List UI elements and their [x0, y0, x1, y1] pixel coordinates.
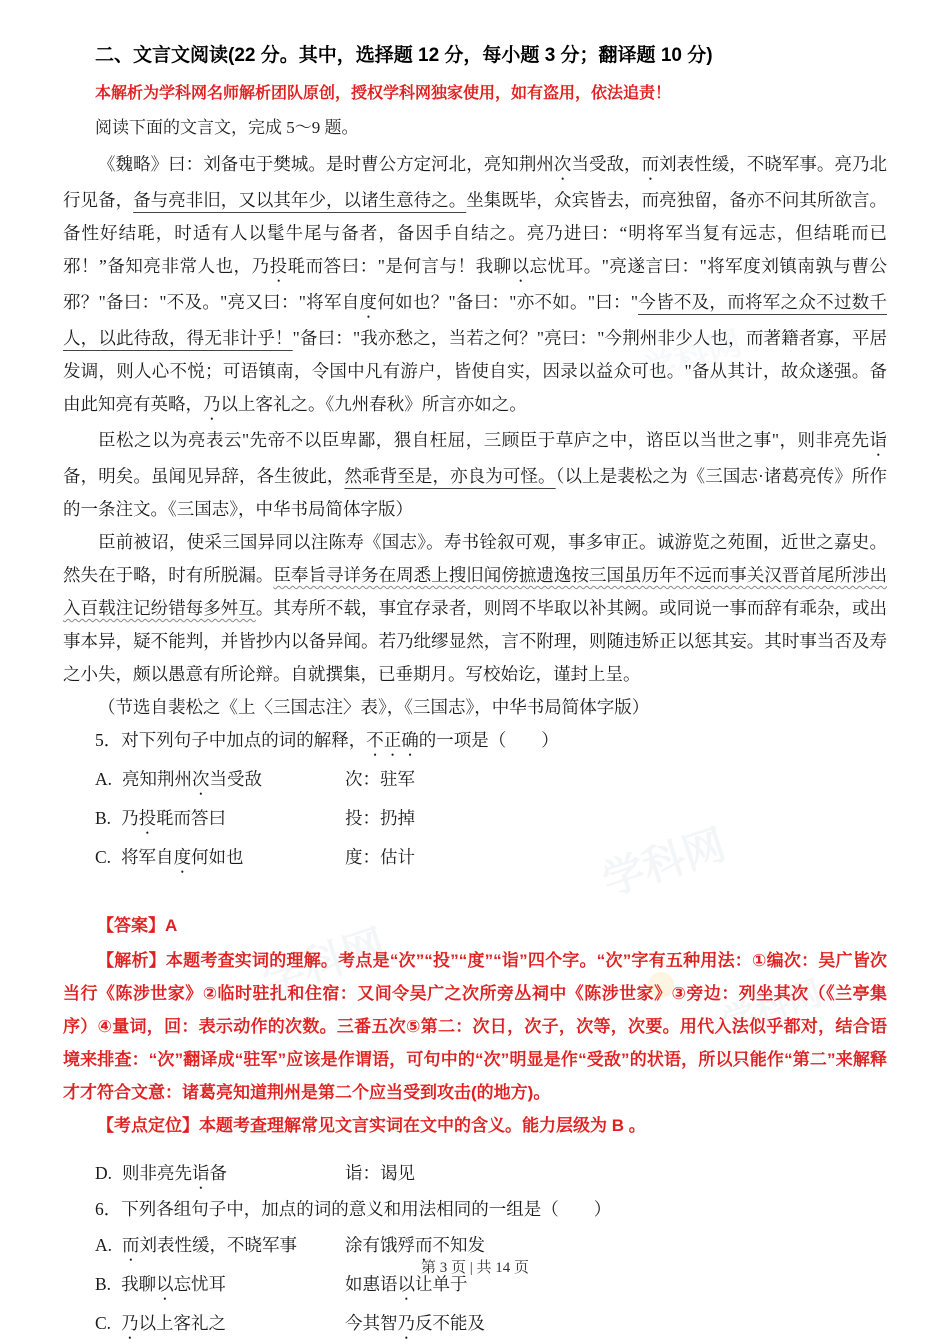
option-6c-left [95, 1306, 345, 1343]
option-5d [63, 1156, 887, 1193]
option-5a [63, 762, 887, 799]
copyright-disclaimer: 本解析为学科网名师解析团队原创，授权学科网独家使用，如有盗用，依法追责！ [95, 85, 672, 102]
option-6a-phrase-right: 涂有饿殍而不知发 [345, 1235, 485, 1255]
question-5-stem: 5．对下列句子中加点的词的解释，不正确的一项是（ ） [95, 730, 559, 750]
option-5b-left [95, 801, 345, 838]
option-6b-phrase-right: 如惠语以让单于 [345, 1274, 468, 1294]
option-6c-label: C. [95, 1313, 112, 1333]
option-5b-gloss: 投：扔掉 [345, 808, 415, 828]
option-6c [63, 1306, 887, 1343]
option-6b-phrase-left: 我聊以忘忧耳 [121, 1274, 227, 1294]
option-6a-phrase-left: 而刘表性缓，不晓军事 [122, 1235, 298, 1255]
option-5d-left [95, 1156, 345, 1193]
passage-paragraph-weilue: 《魏略》曰：刘备屯于樊城。是时曹公方定河北，亮知荆州次当受敌，而刘表性缓，不晓军事。亮乃北行见备，备与亮非旧，又以其年少，以诸生意待之。坐集既毕，众宾皆去，而亮独留，备亦不问其所欲言。备性好结毦，时适有人以髦牛尾与备者，备因手自结之。亮乃进曰：“明将军当复有远志，但结毦而已邪！”备知亮非常人也，乃投毦而答曰："是何言与！我聊以忘忧耳。"亮遂言曰："将军度刘镇南孰与曹公邪？"备曰："不及。"亮又曰："将军自度何如也？"备曰："亦不如。"曰："今皆不及，而将军之众不过数千人，以此待敌，得无非计乎！"备曰："我亦愁之，当若之何？"亮曰："今荆州非少人也，而著籍者寡，平居发调，则人心不悦；可语镇南，令国中凡有游户，皆使自实，因录以益众可也。"备从其计，故众遂强。备由此知亮有英略，乃以上客礼之。《九州春秋》所言亦如之。 [63, 154, 888, 414]
exam-point-line: 【考点定位】本题考查理解常见文言实词在文中的含义。能力层级为 B 。 [97, 1116, 646, 1135]
option-5d-label: D. [95, 1163, 113, 1183]
watermark-text: 学科网 [596, 820, 731, 905]
option-5a-left [95, 762, 345, 799]
answer-block [63, 909, 887, 1142]
option-6a-label: A. [95, 1235, 113, 1255]
analysis-text: 【解析】本题考查实词的理解。考点是“次”“投”“度”“诣”四个字。“次”字有五种用法：①编次：吴广皆次当行《陈涉世家》②临时驻扎和住宿：又间令吴广之次所旁丛祠中《陈涉世家》③旁边：列坐其次（《兰亭集序）④量词，回：表示动作的次数。三番五次⑤第二：次日，次子，次等，次要。用代入法似乎都对，结合语境来排查：“次”翻译成“驻军”应该是作谓语，可句中的“次”明显是作“受敌”的状语，所以只能作“第二”来解释才才符合文意：诸葛亮知道荆州是第二个应当受到攻击(的地方)。 [63, 951, 887, 1102]
watermark-text: 学科网 [256, 920, 391, 1005]
passage-paragraph-memorial: 臣前被诏，使采三国异同以注陈寿《国志》。寿书铨叙可观，事多审正。诚游览之苑囿，近世之嘉史。然失在于略，时有所脱漏。臣奉旨寻详务在周悉上搜旧闻傍摭遗逸按三国虽历年不远而事关汉晋首尾所涉出入百载注记纷错每多舛互。其寿所不载，事宜存录者，则罔不毕取以补其阙。或同说一事而辞有乖杂，或出事本异，疑不能判，并皆抄内以备异闻。若乃纰缪显然，言不附理，则随违矫正以惩其妄。其时事当否及寿之小失，颇以愚意有所论辩。自就撰集，已垂期月。写校始讫，谨封上呈。 [63, 532, 887, 684]
option-5b [63, 801, 887, 838]
question-6-stem: 6．下列各组句子中，加点的词的意义和用法相同的一组是（ ） [95, 1199, 612, 1219]
option-5a-gloss: 次：驻军 [345, 769, 415, 789]
intro-line: 阅读下面的文言文，完成 5～9 题。 [95, 118, 359, 137]
option-6c-phrase-right: 今其智乃反不能及 [345, 1313, 485, 1333]
option-5b-phrase: 乃投毦而答曰 [121, 808, 227, 828]
option-5a-phrase: 亮知荆州次当受敌 [122, 769, 263, 789]
answer-line: 【答案】A [97, 916, 178, 935]
option-5d-gloss: 诣：谒见 [345, 1163, 415, 1183]
option-5b-label: B. [95, 808, 112, 828]
option-5c-left [95, 840, 345, 877]
page-footer: 第 3 页 | 共 14 页 [420, 1260, 529, 1276]
watermark-text: 学科网 [717, 973, 827, 1042]
classical-passage [63, 148, 887, 724]
option-6c-phrase-left: 乃以上客礼之 [121, 1313, 227, 1333]
passage-paragraph-peisongzhi-note: 臣松之以为亮表云"先帝不以臣卑鄙，猥自枉屈，三顾臣于草庐之中，谘臣以当世之事"，则非亮先诣备，明矣。虽闻见异辞，各生彼此，然乖背至是，亦良为可怪。（以上是裴松之为《三国志·诸葛亮传》所作的一条注文。《三国志》，中华书局简体字版） [63, 430, 888, 519]
source-line: （节选自裴松之《上〈三国志注〉表》，《三国志》，中华书局简体字版） [98, 697, 650, 717]
option-5c-phrase: 将军自度何如也 [121, 847, 244, 867]
option-5d-phrase: 则非亮先诣备 [122, 1163, 228, 1183]
option-5c-label: C. [95, 847, 112, 867]
page-title: 二、文言文阅读(22 分。其中，选择题 12 分，每小题 3 分；翻译题 10 分) [95, 45, 713, 66]
option-6b-label: B. [95, 1274, 112, 1294]
option-5c-gloss: 度：估计 [345, 847, 415, 867]
option-5a-label: A. [95, 769, 113, 789]
option-5c [63, 840, 887, 877]
